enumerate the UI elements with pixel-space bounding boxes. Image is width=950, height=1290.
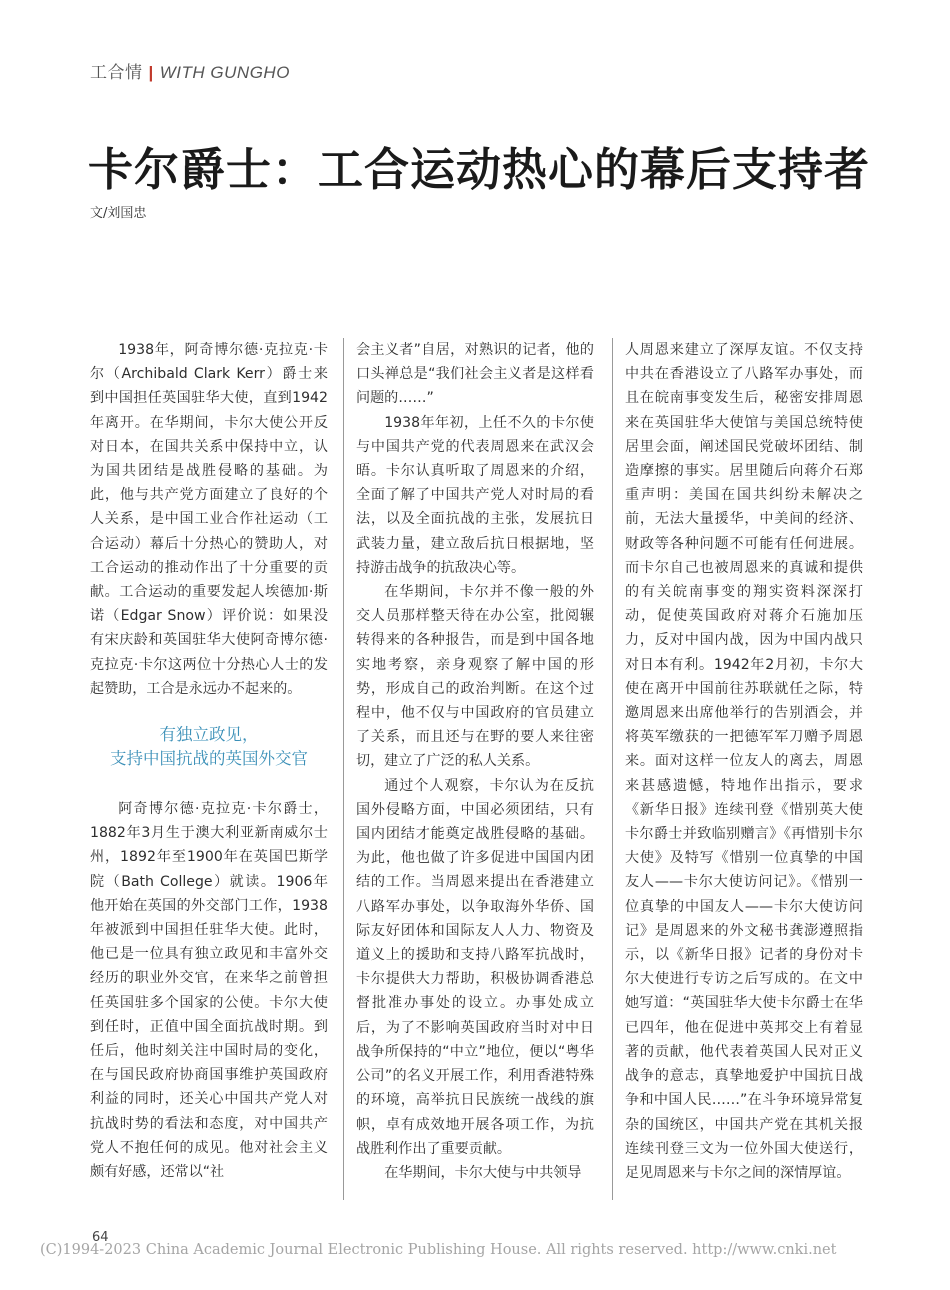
column-divider (343, 338, 344, 1200)
paragraph: 人周恩来建立了深厚友谊。不仅支持中共在香港设立了八路军办事处，而且在皖南事变发生后，秘密安排周恩来在英国驻华大使馆与美国总统特使居里会面，阐述国民党破坏团结、制造摩擦的事实。居里随后向蒋介石郑重声明：美国在国共纠纷未解决之前，无法大量援华，中美间的经济、财政等各种问题不可能有任何进展。而卡尔自己也被周恩来的真诚和提供的有关皖南事变的翔实资料深深打动，促使英国政府对蒋介石施加压力，反对中国内战，因为中国内战只对日本有利。1942年2月初，卡尔大使在离开中国前往苏联就任之际，特邀周恩来出席他举行的告别酒会，并将英军缴获的一把德军军刀赠予周恩来。面对这样一位友人的离去，周恩来甚感遗憾，特地作出指示，要求《新华日报》连续刊登《惜别英大使卡尔爵士并致临别赠言》《再惜别卡尔大使》及特写《惜别一位真挚的中国友人——卡尔大使访问记》。《惜别一位真挚的中国友人——卡尔大使访问记》是周恩来的外文秘书龚澎遵照指示，以《新华日报》记者的身份对卡尔大使进行专访之后写成的。在文中她写道：“英国驻华大使卡尔爵士在华已四年，他在促进中英邦交上有着显著的贡献，他代表着英国人民对正义战争的意志，真挚地爱护中国抗日战争和中国人民……”在斗争环境异常复杂的国统区，中国共产党在其机关报连续刊登三文为一位外国大使送行，足见周恩来与卡尔之间的深情厚谊。 (625, 342, 863, 1181)
paragraph: 1938年，阿奇博尔德·克拉克·卡尔（Archibald Clark Kerr）爵士来到中国担任英国驻华大使，直到1942年离开。在华期间，卡尔大使公开反对日本，在国共关系中保持中立，认为国共团结是战胜侵略的基础。为此，他与共产党方面建立了良好的个人关系，是中国工业合作社运动（工合运动）幕后十分热心的赞助人，对工合运动的推动作出了十分重要的贡献。工合运动的重要发起人埃德加·斯诺（Edgar Snow）评价说：如果没有宋庆龄和英国驻华大使阿奇博尔德·克拉克·卡尔这两位十分热心人士的发起赞助，工合是永远办不起来的。 (90, 342, 328, 697)
article-author: 文/刘国忠 (90, 206, 147, 221)
section-name-cn: 工合情 (90, 63, 143, 82)
section-header (90, 58, 290, 83)
column-3 (625, 338, 863, 1185)
subheading-line: 有独立政见， (159, 725, 259, 745)
article-title: 卡尔爵士：工合运动热心的幕后支持者 (88, 143, 871, 196)
section-name-en: WITH GUNGHO (159, 63, 290, 82)
header-separator: | (148, 63, 154, 82)
paragraph: 会主义者”自居，对熟识的记者，他的口头禅总是“我们社会主义者是这样看问题的……” (356, 342, 594, 407)
page-number: 64 (92, 1230, 109, 1245)
paragraph: 在华期间，卡尔并不像一般的外交人员那样整天待在办公室，批阅辗转得来的各种报告，而是到中国各地实地考察，亲身观察了解中国的形势，形成自己的政治判断。在这个过程中，他不仅与中国政府的官员建立了关系，而且还与在野的要人来往密切，建立了广泛的私人关系。 (356, 584, 594, 770)
column-2 (356, 338, 594, 1185)
paragraph: 在华期间，卡尔大使与中共领导 (384, 1164, 582, 1181)
column-1 (90, 338, 328, 1184)
paragraph: 阿奇博尔德·克拉克·卡尔爵士，1882年3月生于澳大利亚新南威尔士州，1892年至1900年在英国巴斯学院（Bath College）就读。1906年他开始在英国的外交部门工作，1938年被派到中国担任驻华大使。此时，他已是一位具有独立政见和丰富外交经历的职业外交官，在来华之前曾担任英国驻多个国家的公使。卡尔大使到任时，正值中国全面抗战时期。到任后，他时刻关注中国时局的变化，在与国民政府协商国事维护英国政府利益的同时，还关心中国共产党人对抗战时势的看法和态度，对中国共产党人不抱任何的成见。他对社会主义颇有好感，还常以“社 (90, 801, 328, 1181)
paragraph: 通过个人观察，卡尔认为在反抗国外侵略方面，中国必须团结，只有国内团结才能奠定战胜侵略的基础。为此，他也做了许多促进中国国内团结的工作。当周恩来提出在香港建立八路军办事处，以争取海外华侨、国际友好团体和国际友人人力、物资及道义上的援助和支持八路军抗战时，卡尔提供大力帮助，积极协调香港总督批准办事处的设立。办事处成立后，为了不影响英国政府当时对中日战争所保持的“中立”地位，便以“粤华公司”的名义开展工作，利用香港特殊的环境，高举抗日民族统一战线的旗帜，卓有成效地开展各项工作，为抗战胜利作出了重要贡献。 (356, 777, 594, 1157)
section-subheading (90, 723, 328, 771)
paragraph: 1938年年初，上任不久的卡尔使与中国共产党的代表周恩来在武汉会晤。卡尔认真听取了周恩来的介绍，全面了解了中国共产党人对时局的看法，以及全面抗战的主张，发展抗日武装力量，建立敌后抗日根据地，坚持游击战争的抗敌决心等。 (356, 414, 594, 576)
column-divider (612, 338, 613, 1200)
subheading-line: 支持中国抗战的英国外交官 (110, 749, 308, 769)
copyright-watermark: (C)1994-2023 China Academic Journal Electronic Publishing House. All rights reserved. http://www.cnki.net (40, 1242, 837, 1258)
